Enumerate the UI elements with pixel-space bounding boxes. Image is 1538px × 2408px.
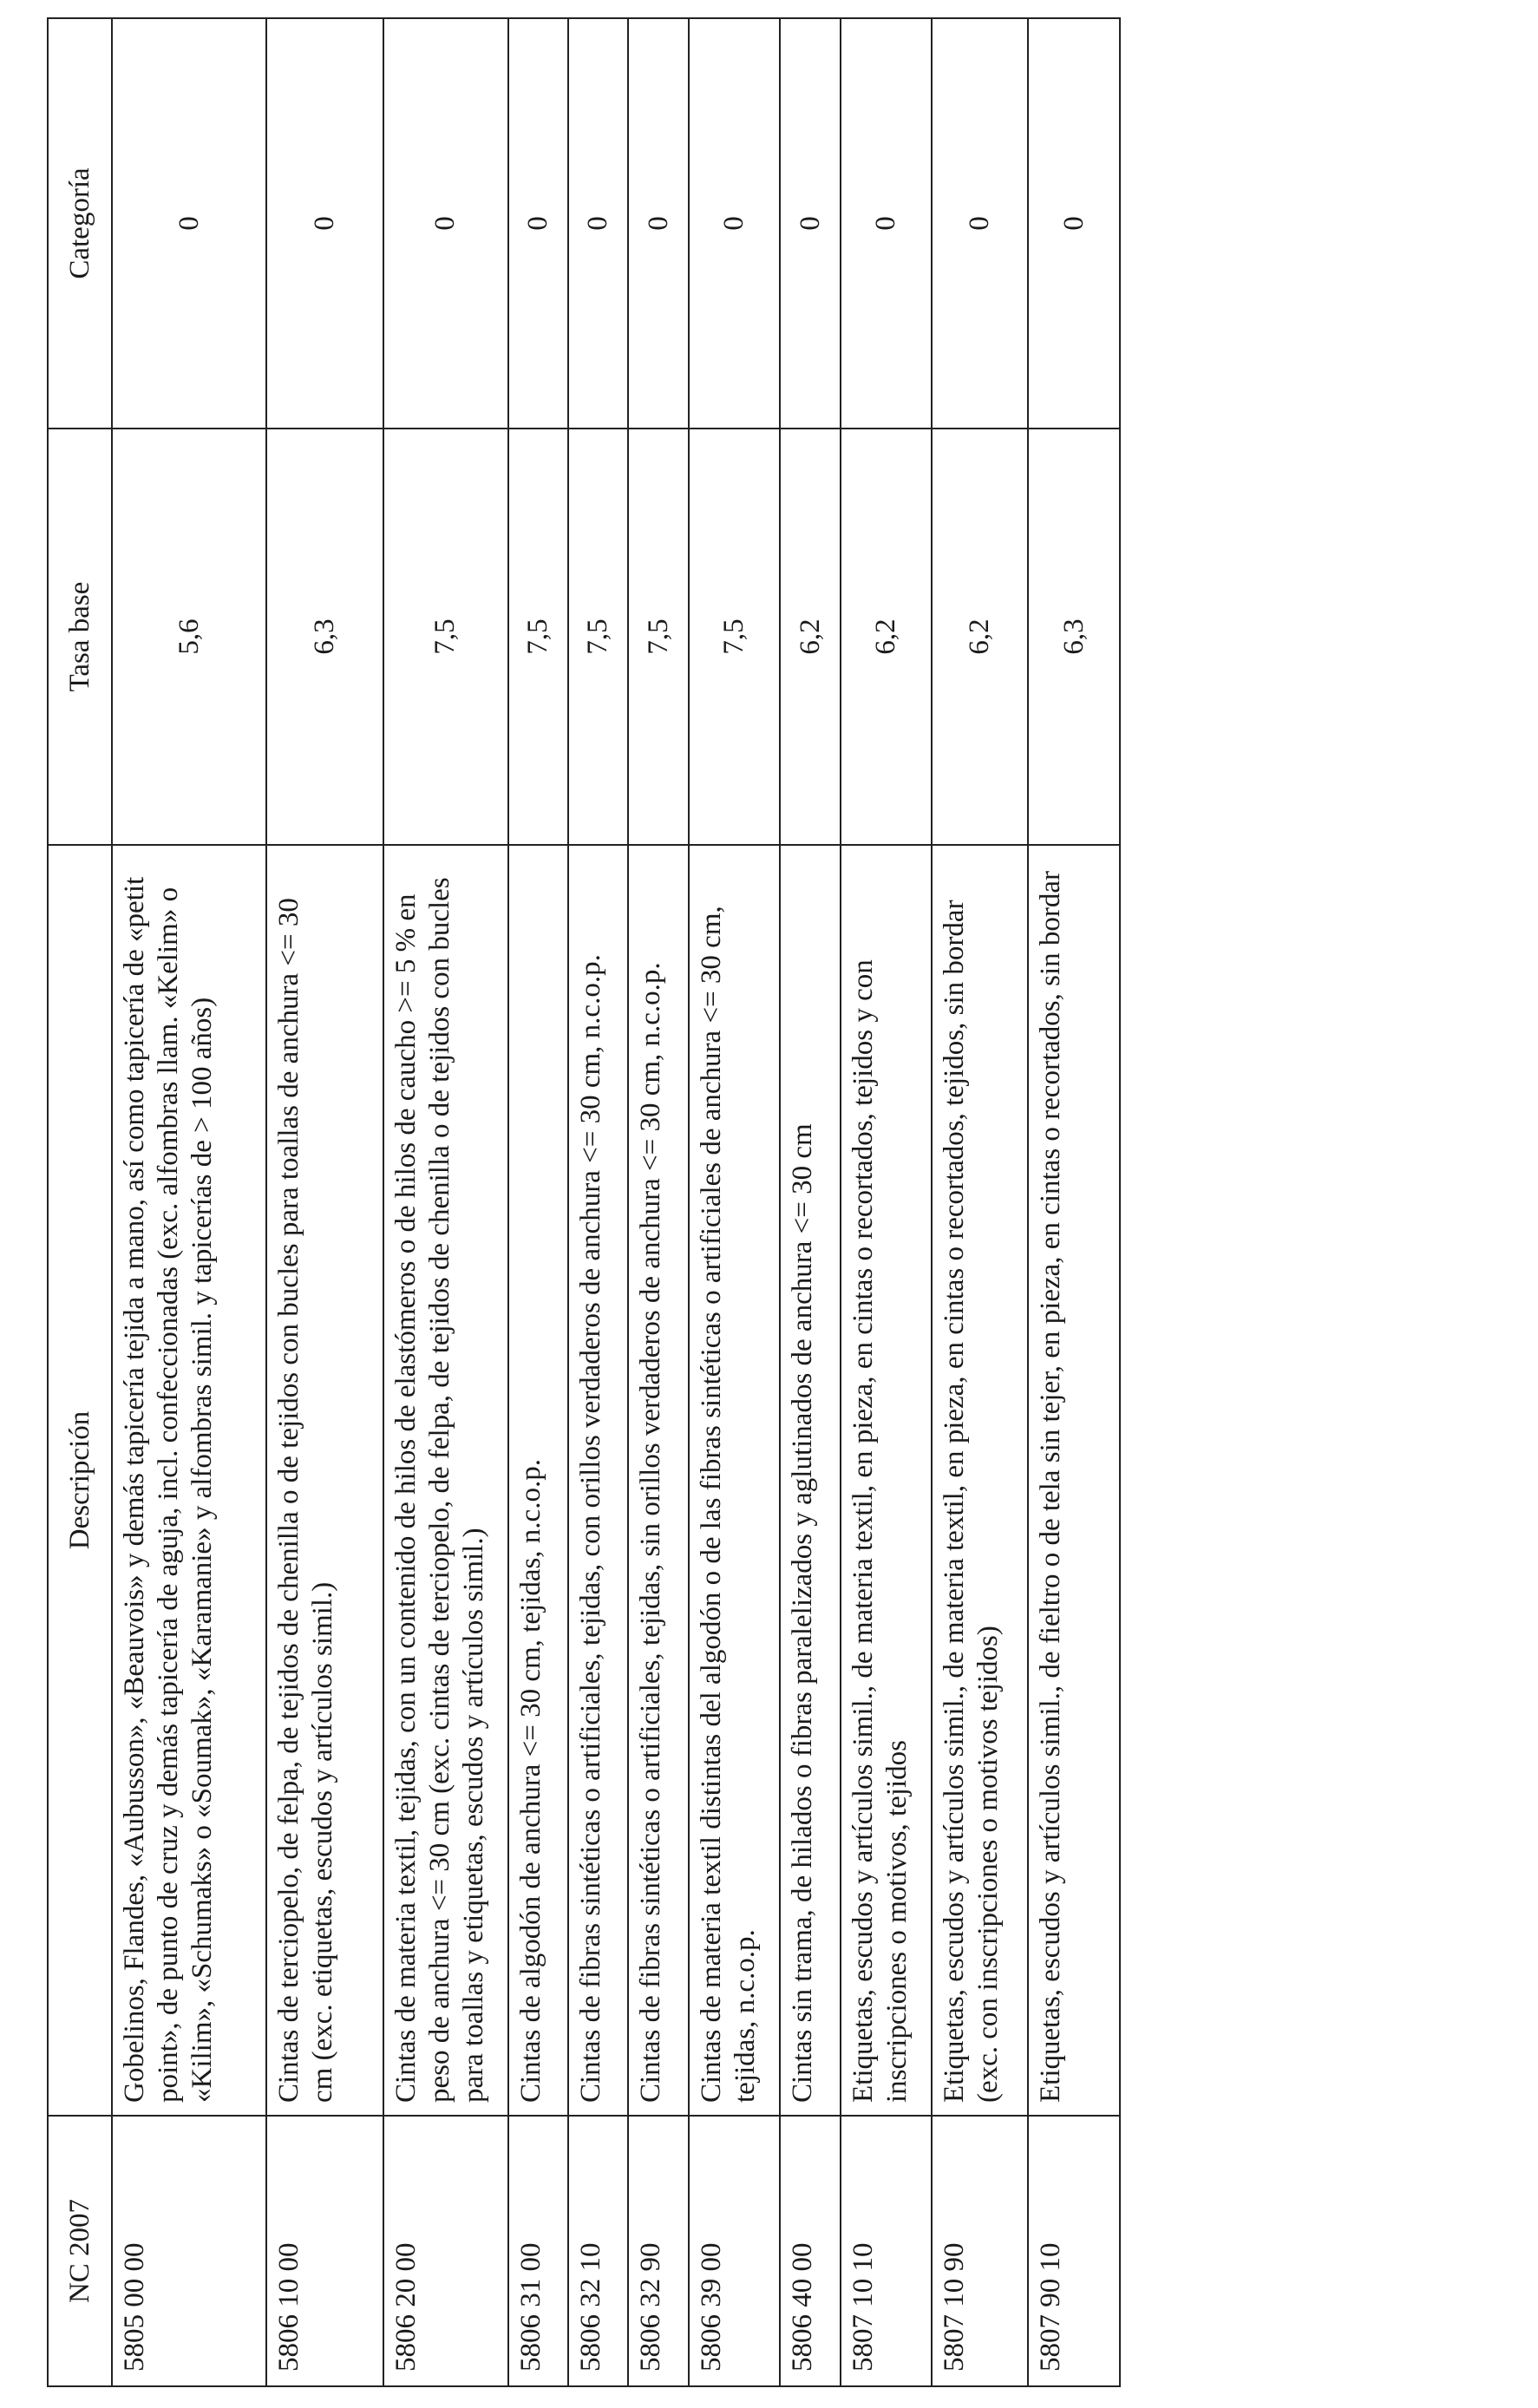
row-base-rate: 5,6: [112, 429, 266, 845]
row-base-rate: 6,3: [1028, 429, 1120, 845]
row-code: 5807 10 90: [932, 2116, 1028, 2386]
row-description: Cintas de materia textil distintas del algodón o de las fibras sintéticas o artificiales de anchura <= 30 cm, tejidas, n.c.o.p.: [689, 845, 781, 2116]
row-category: 0: [628, 18, 688, 429]
row-description: Cintas de terciopelo, de felpa, de tejidos de chenilla o de tejidos con bucles para toallas de anchura <= 30 cm (exc. etiquetas, escudos y artículos simil.): [266, 845, 383, 2116]
row-base-rate: 6,2: [932, 429, 1028, 845]
row-base-rate: 7,5: [568, 429, 628, 845]
row-code: 5806 20 00: [383, 2116, 508, 2386]
row-description: Etiquetas, escudos y artículos simil., de materia textil, en pieza, en cintas o recortados, tejidos y con inscripciones o motivos, tejidos: [841, 845, 933, 2116]
row-description: Gobelinos, Flandes, «Aubusson», «Beauvois» y demás tapicería tejida a mano, así como tapicería de «petit point», de punto de cruz y demás tapicería de aguja, incl. confeccionadas (exc. alfombras llam. «Kelim» o «Kilim», «Schumaks» o «Soumak», «Karamanie» y alfombras simil. y tapicerías de > 100 años): [112, 845, 266, 2116]
header-description: Descripción: [48, 845, 112, 2116]
header-base-rate: Tasa base: [48, 429, 112, 845]
row-base-rate: 7,5: [628, 429, 688, 845]
table-header-row: [48, 18, 112, 2386]
row-category: 0: [1028, 18, 1120, 429]
row-code: 5805 00 00: [112, 2116, 266, 2386]
row-category: 0: [266, 18, 383, 429]
row-base-rate: 7,5: [508, 429, 568, 845]
row-description: Cintas de fibras sintéticas o artificiales, tejidas, con orillos verdaderos de anchura <= 30 cm, n.c.o.p.: [568, 845, 628, 2116]
row-base-rate: 7,5: [689, 429, 781, 845]
row-code: 5806 10 00: [266, 2116, 383, 2386]
rotated-table-frame: [47, 19, 1121, 2387]
table-row: [383, 18, 508, 2386]
table-row: [932, 18, 1028, 2386]
row-description: Cintas de algodón de anchura <= 30 cm, tejidas, n.c.o.p.: [508, 845, 568, 2116]
table-row: [1028, 18, 1120, 2386]
row-description: Etiquetas, escudos y artículos simil., de fieltro o de tela sin tejer, en pieza, en cintas o recortados, sin bordar: [1028, 845, 1120, 2116]
row-category: 0: [112, 18, 266, 429]
row-description: Cintas de materia textil, tejidas, con un contenido de hilos de elastómeros o de hilos de caucho >= 5 % en peso de anchura <= 30 cm (exc. cintas de terciopelo, de felpa, de tejidos de chenilla o de tejidos con bucles para toallas y etiquetas, escudos y artículos simil.): [383, 845, 508, 2116]
row-base-rate: 6,2: [841, 429, 933, 845]
row-description: Etiquetas, escudos y artículos simil., de materia textil, en pieza, en cintas o recortados, tejidos, sin bordar (exc. con inscripciones o motivos tejidos): [932, 845, 1028, 2116]
header-category: Categoría: [48, 18, 112, 429]
row-category: 0: [932, 18, 1028, 429]
row-code: 5807 90 10: [1028, 2116, 1120, 2386]
table-row: [628, 18, 688, 2386]
row-base-rate: 7,5: [383, 429, 508, 845]
table-row: [841, 18, 933, 2386]
row-code: 5806 32 10: [568, 2116, 628, 2386]
table-row: [689, 18, 781, 2386]
table-row: [112, 18, 266, 2386]
row-base-rate: 6,3: [266, 429, 383, 845]
table-row: [568, 18, 628, 2386]
row-category: 0: [508, 18, 568, 429]
row-code: 5806 32 90: [628, 2116, 688, 2386]
row-category: 0: [841, 18, 933, 429]
row-category: 0: [568, 18, 628, 429]
header-code: NC 2007: [48, 2116, 112, 2386]
row-category: 0: [689, 18, 781, 429]
table-row: [266, 18, 383, 2386]
row-code: 5806 40 00: [780, 2116, 840, 2386]
row-description: Cintas de fibras sintéticas o artificiales, tejidas, sin orillos verdaderos de anchura <= 30 cm, n.c.o.p.: [628, 845, 688, 2116]
row-code: 5807 10 10: [841, 2116, 933, 2386]
tariff-table: [47, 17, 1121, 2387]
row-code: 5806 31 00: [508, 2116, 568, 2386]
row-code: 5806 39 00: [689, 2116, 781, 2386]
row-category: 0: [780, 18, 840, 429]
row-base-rate: 6,2: [780, 429, 840, 845]
table-row: [780, 18, 840, 2386]
row-category: 0: [383, 18, 508, 429]
table-row: [508, 18, 568, 2386]
row-description: Cintas sin trama, de hilados o fibras paralelizados y aglutinados de anchura <= 30 cm: [780, 845, 840, 2116]
